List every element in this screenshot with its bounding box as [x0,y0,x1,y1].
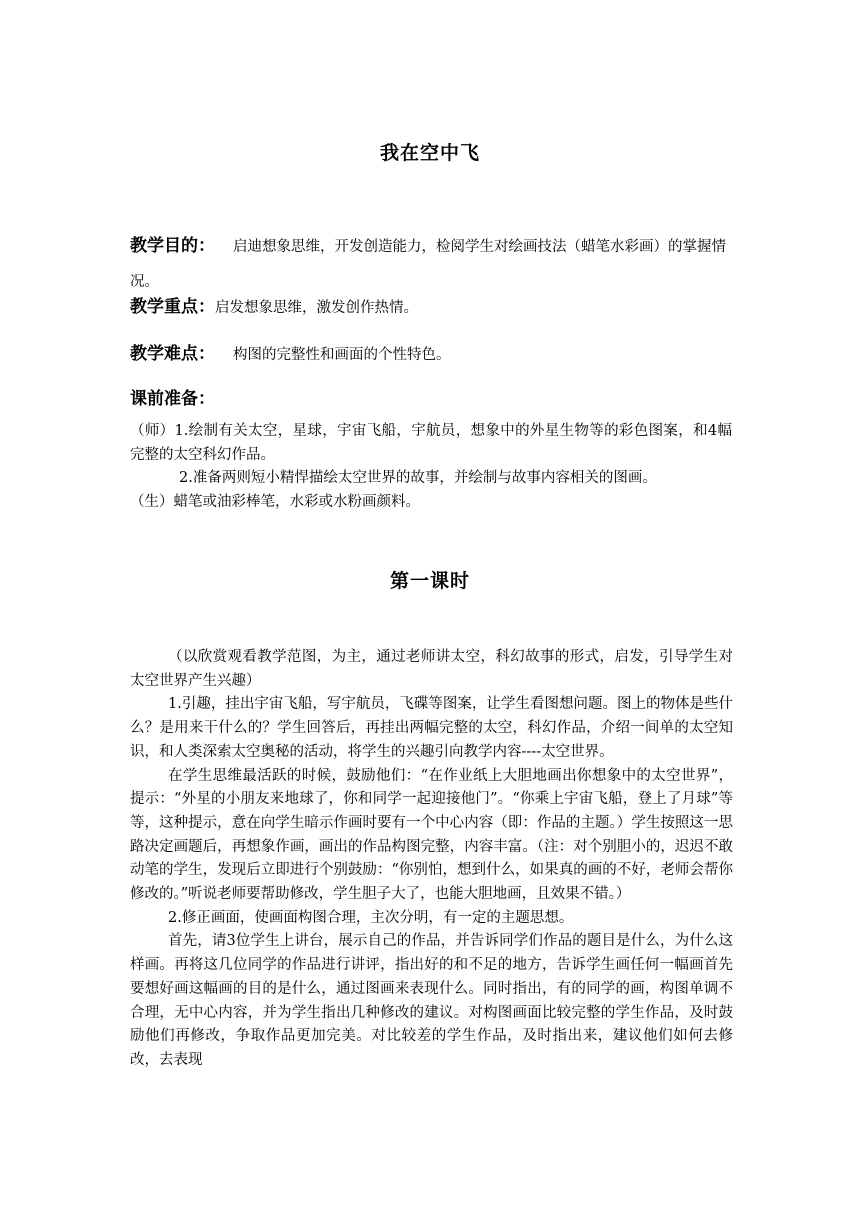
difficulties-section [130,341,735,368]
body-paragraph: 1.引趣，挂出宇宙飞船，写宇航员，飞碟等图案，让学生看图想问题。图上的物体是些什么？是用来干什么的？学生回答后，再挂出两幅完整的太空，科幻作品，介绍一间单的太空知识，和人类深索太空奥秘的活动，将学生的兴趣引向教学内容----太空世界。 [130,696,733,760]
key-points-label: 教学重点： [130,297,215,317]
preparation-label: 课前准备： [130,389,215,409]
preparation-student-item: （生）蜡笔或油彩棒笔，水彩或水粉画颜料。 [130,493,420,510]
body-paragraph: 在学生思维最活跃的时候，鼓励他们：“在作业纸上大胆地画出你想象中的太空世界”，提示：“外星的小朋友来地球了，你和同学一起迎接他门”。“你乘上宇宙飞船，登上了月球”等等，这种提示，意在向学生暗示作画时要有一个中心内容（即：作品的主题。）学生按照这一思路决定画题后，再想象作画，画出的作品构图完整，内容丰富。（注：对个别胆小的，迟迟不敢动笔的学生，发现后立即进行个别鼓励：“你别怕，想到什么，如果真的画的不好，老师会帮你修改的。”听说老师要帮助修改，学生胆子大了，也能大胆地画，且效果不错。） [130,767,733,903]
preparation-content [130,420,732,514]
preparation-teacher-item-2: 2.准备两则短小精悍描绘太空世界的故事，并绘制与故事内容相关的图画。 [179,470,657,486]
lesson-title: 第一课时 [389,570,470,592]
key-points-text: 启发想象思维，激发创作热情。 [215,300,418,316]
body-paragraph: 首先，请3位学生上讲台，展示自己的作品，并告诉同学们作品的题目是什么，为什么这样画。再将这几位同学的作品进行讲评，指出好的和不足的地方，告诉学生画任何一幅画首先要想好画这幅画的目的是什么，通过图画来表现什么。同时指出，有的同学的画，构图单调不合理，无中心内容，并为学生指出几种修改的建议。对构图画面比较完整的学生作品，及时鼓励他们再修改，争取作品更加完美。对比较差的学生作品，及时指出来，建议他们如何去修改，去表现 [130,933,733,1068]
difficulties-label: 教学难点： [130,344,215,364]
difficulties-text: 构图的完整性和画面的个性特色。 [233,347,451,363]
lesson-body [130,646,733,1073]
objectives-label: 教学目的： [130,236,215,256]
objectives-section [130,229,735,300]
preparation-teacher-item-1: （师）1.绘制有关太空，星球，宇宙飞船，宇航员，想象中的外星生物等的彩色图案，和4幅完整的太空科幻作品。 [130,423,732,463]
key-points-section [130,294,735,321]
document-title: 我在空中飞 [379,142,480,164]
body-paragraph: （以欣赏观看教学范图，为主，通过老师讲太空，科幻故事的形式，启发，引导学生对太空世界产生兴趣） [130,649,733,689]
body-paragraph: 2.修正画面，使画面构图合理，主次分明，有一定的主题思想。 [168,909,574,926]
objectives-text: 启迪想象思维，开发创造能力，检阅学生对绘画技法（蜡笔水彩画）的掌握情况。 [130,239,726,290]
preparation-heading [130,386,735,413]
